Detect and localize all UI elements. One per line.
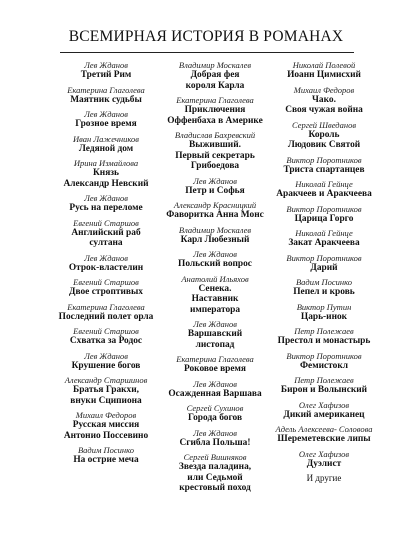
book-title: Шереметевские липы: [277, 434, 371, 444]
book-title: Петр и Софья: [185, 185, 245, 196]
book-author: Лев Жданов: [84, 60, 128, 70]
book-entry: [254, 204, 394, 225]
book-entry: [254, 302, 394, 323]
book-author: Владислав Бахревский: [174, 130, 256, 140]
book-title: Английский раб султана: [71, 227, 141, 248]
book-entry: [254, 326, 394, 347]
book-entry: [254, 120, 394, 151]
book-title: Князь Александр Невский: [63, 168, 149, 189]
book-author: Сергей Шведанов: [291, 119, 357, 130]
book-title: Отрок-властелин: [68, 262, 144, 273]
book-title: Чако. Своя чужая война: [285, 94, 363, 115]
book-author: Виктор Поротников: [286, 252, 362, 263]
book-title: Король Людовик Святой: [287, 129, 361, 150]
book-entry: [254, 400, 394, 421]
book-title: Двое строптивых: [69, 287, 143, 297]
book-author: Лев Жданов: [193, 378, 237, 389]
book-title: Фемистокл: [300, 360, 348, 371]
book-title: Грозное время: [75, 119, 137, 129]
book-author: Сергей Вишняков: [183, 452, 247, 462]
book-title: Дикий американец: [283, 409, 365, 420]
book-title: Сенека. Наставник императора: [189, 283, 241, 315]
book-entry: [254, 253, 394, 274]
book-title: Звезда паладина, или Седьмой крестовый поход: [178, 462, 252, 493]
book-author: Виктор Путин: [296, 301, 352, 312]
book-title: Последний полет орла: [58, 311, 154, 322]
book-author: Олег Хафизов: [298, 448, 350, 459]
book-author: Владимир Москалев: [178, 60, 252, 70]
book-title: Схватка за Родос: [69, 336, 143, 346]
book-author: Николай Полевой: [292, 60, 356, 70]
book-title: Царь-инок: [300, 311, 348, 322]
book-author: Екатерина Глаголева: [176, 95, 254, 105]
book-title: Русская миссия Антонио Поссевино: [63, 420, 149, 441]
book-entry: [254, 228, 394, 249]
book-title: Русь на переломе: [69, 203, 143, 213]
book-author: Лев Жданов: [193, 319, 237, 329]
book-entry: [254, 375, 394, 396]
book-title: Варшавский листопад: [187, 329, 243, 350]
book-title: Бирон и Волынский: [280, 385, 368, 395]
page-title: ВСЕМИРНАЯ ИСТОРИЯ В РОМАНАХ: [68, 28, 344, 45]
book-author: Вадим Посинко: [295, 277, 353, 287]
book-title: Крушение богов: [71, 360, 141, 371]
book-title: Карл Любезный: [180, 234, 250, 245]
book-author: Ирина Измайлова: [73, 158, 139, 168]
book-author: Вадим Посинко: [77, 445, 135, 455]
book-title: Ледяной дом: [78, 143, 134, 154]
book-author: Виктор Поротников: [286, 350, 362, 361]
book-title: Приключения Оффенбаха в Америке: [167, 105, 263, 126]
book-entry: [254, 179, 394, 200]
book-title: Выживший. Первый секретарь Грибоедова: [175, 140, 255, 171]
book-title: Аракчеев и Аракчеева: [276, 189, 372, 199]
book-title: Третий Рим: [80, 70, 132, 80]
book-title: Маятник судьбы: [70, 94, 142, 105]
book-author: Сергей Сухинов: [186, 403, 244, 413]
book-title: Тристa спартанцев: [283, 164, 365, 175]
book-entry: [254, 351, 394, 372]
book-title: Закат Аракчеева: [288, 238, 360, 248]
book-author: Лев Жданов: [84, 350, 128, 361]
book-author: Владимир Москалев: [178, 224, 252, 235]
book-column-3: [254, 60, 394, 484]
book-title: Братья Гракхи, внуки Сципиона: [70, 385, 142, 406]
book-title: Фаворитка Анна Монс: [166, 210, 264, 220]
book-author: Петр Полежаев: [294, 375, 354, 385]
book-author: Лев Жданов: [84, 252, 128, 263]
book-title: Сгибла Польша!: [179, 437, 251, 448]
book-title: Иоанн Цимисхий: [287, 70, 361, 80]
and-others-note: И другие: [306, 473, 342, 483]
book-entry: [254, 277, 394, 298]
book-entry: [254, 85, 394, 116]
book-title: На острие меча: [73, 455, 139, 465]
book-author: Евгений Старшов: [73, 217, 139, 228]
book-title: Осажденная Варшава: [168, 388, 262, 399]
book-author: Александр Красницкий: [173, 200, 257, 210]
book-author: Иван Лажечников: [73, 133, 139, 144]
book-author: Александр Старшинов: [64, 375, 148, 385]
book-author: Николай Гейнце: [295, 228, 353, 238]
book-author: Лев Жданов: [193, 175, 237, 186]
book-title: Престол и монастырь: [277, 336, 371, 346]
book-title: Роковое время: [184, 364, 246, 374]
book-author: Анатолий Ильяхов: [181, 273, 249, 284]
book-author: Лев Жданов: [84, 109, 128, 119]
book-author: Лев Жданов: [193, 249, 237, 259]
book-author: Екатерина Глаголева: [176, 354, 254, 364]
title-underline: [60, 52, 354, 53]
book-title: Дарий: [310, 262, 338, 273]
book-entry: [254, 449, 394, 470]
book-title: Города богов: [187, 413, 243, 423]
book-entry: [254, 155, 394, 176]
book-author: Виктор Поротников: [286, 154, 362, 165]
book-author: Лев Жданов: [84, 193, 128, 203]
book-author: Михаил Федоров: [75, 410, 137, 420]
book-author: Виктор Поротников: [286, 203, 362, 214]
book-title: Пепел и кровь: [293, 287, 355, 297]
book-author: Екатерина Глаголева: [67, 84, 145, 95]
book-author: Адель Алексеева- Соловова: [275, 424, 373, 434]
book-title: Польский вопрос: [178, 259, 252, 269]
book-author: Николай Гейнце: [295, 179, 353, 189]
book-title: Добрая фея короля Карла: [185, 70, 245, 91]
book-entry: [254, 60, 394, 81]
book-author: Петр Полежаев: [294, 326, 354, 336]
book-author: Екатерина Глаголева: [67, 301, 145, 312]
book-author: Евгений Старшов: [73, 326, 139, 336]
book-title: Царица Горго: [294, 213, 354, 224]
book-author: Лев Жданов: [193, 427, 237, 438]
book-entry: [254, 424, 394, 445]
book-author: Олег Хафизов: [298, 399, 350, 410]
book-author: Евгений Старшов: [73, 277, 139, 287]
book-title: Дуэлист: [306, 458, 342, 469]
book-author: Михаил Федоров: [293, 84, 355, 95]
